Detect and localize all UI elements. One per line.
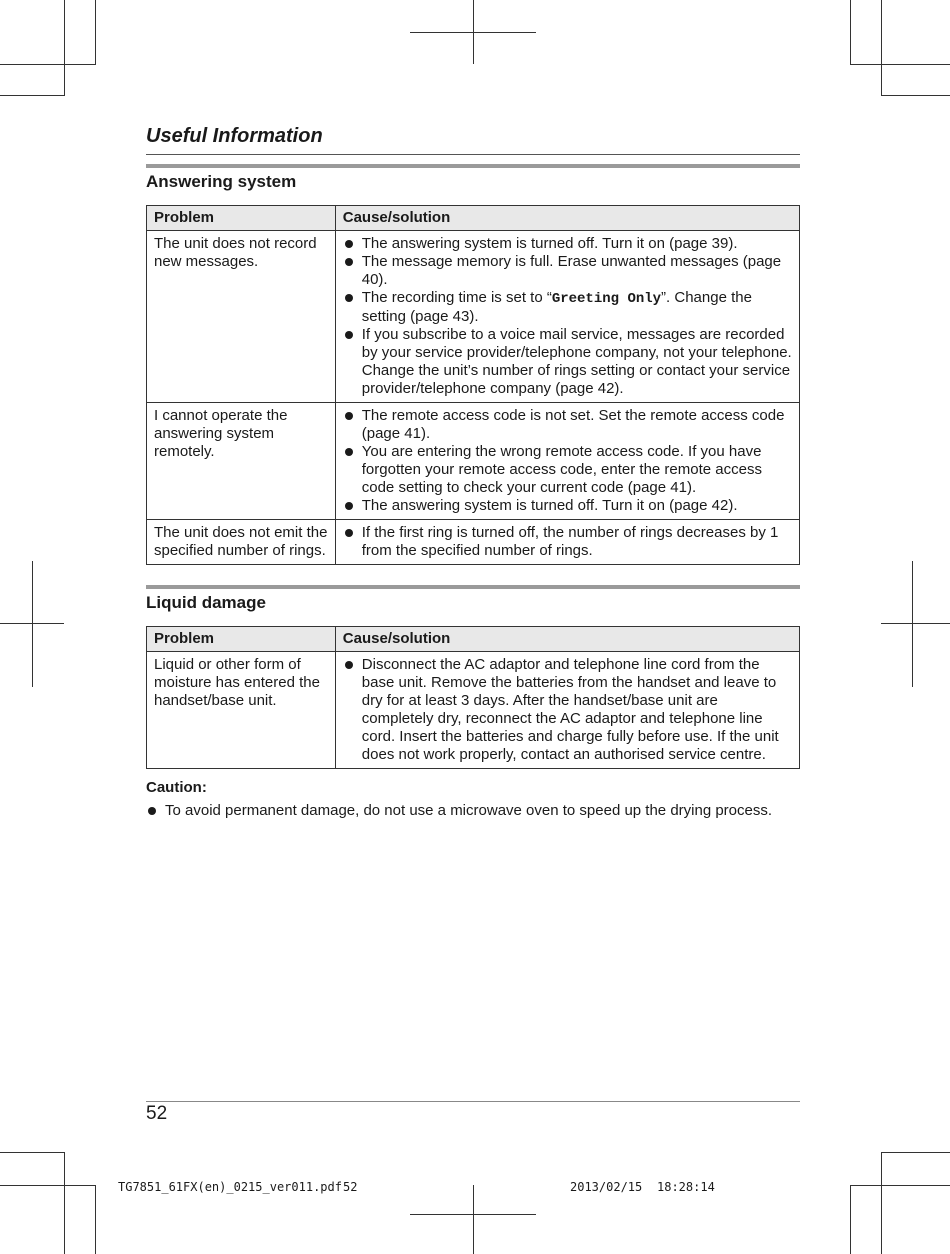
crop-mark (0, 1152, 64, 1153)
cause-list (343, 524, 792, 560)
list-item: You are entering the wrong remote access code. If you have forgotten your remote access code, enter the remote access code setting to check your current code (page 41). (343, 443, 792, 497)
list-item (343, 289, 792, 326)
crop-mark (95, 1185, 96, 1254)
column-header-problem: Problem (147, 627, 336, 652)
registration-mark (410, 32, 536, 33)
crop-mark (850, 64, 950, 65)
crop-mark (850, 1185, 950, 1186)
section-divider (146, 164, 800, 168)
crop-mark (64, 0, 65, 96)
column-header-cause: Cause/solution (335, 627, 799, 652)
crop-mark (881, 1152, 950, 1153)
caution-list (146, 802, 800, 820)
registration-mark (410, 1214, 536, 1215)
page-number: 52 (146, 1103, 168, 1124)
list-item: To avoid permanent damage, do not use a microwave oven to speed up the drying process. (146, 802, 800, 820)
footer-file-name: TG7851_61FX(en)_0215_ver011.pdf (118, 1180, 342, 1194)
table-row (147, 231, 800, 403)
registration-mark (881, 623, 950, 624)
registration-mark (473, 1185, 474, 1254)
answering-system-table (146, 205, 800, 565)
section-divider (146, 585, 800, 589)
cause-list (343, 656, 792, 764)
crop-mark (0, 95, 64, 96)
footer-date: 2013/02/15 (570, 1180, 643, 1194)
display-code: Greeting Only (551, 291, 662, 307)
section-title: Useful Information (146, 125, 323, 147)
crop-mark (881, 0, 882, 96)
list-item: The message memory is full. Erase unwanted messages (page 40). (343, 253, 792, 289)
crop-mark (850, 0, 851, 64)
problem-cell: The unit does not emit the specified number of rings. (147, 520, 336, 565)
table-row (147, 652, 800, 769)
column-header-problem: Problem (147, 206, 336, 231)
crop-mark (64, 1152, 65, 1254)
crop-mark (95, 0, 96, 64)
crop-mark (0, 64, 96, 65)
list-item: If you subscribe to a voice mail service, messages are recorded by your service provider/telephone company, not your telephone. Change the unit’s number of rings setting or contact your service provider/telephone company (page 42). (343, 326, 792, 398)
registration-mark (32, 561, 33, 687)
cause-cell (335, 231, 799, 403)
crop-mark (850, 1185, 851, 1254)
registration-mark (912, 561, 913, 687)
footer-time: 18:28:14 (657, 1180, 715, 1194)
footer-rule (146, 1101, 800, 1102)
crop-mark (881, 1152, 882, 1254)
cause-cell (335, 403, 799, 520)
list-item: The remote access code is not set. Set the remote access code (page 41). (343, 407, 792, 443)
liquid-damage-table (146, 626, 800, 769)
problem-cell: I cannot operate the answering system remotely. (147, 403, 336, 520)
problem-cell: The unit does not record new messages. (147, 231, 336, 403)
caution-title: Caution: (146, 779, 207, 796)
footer-file-page: 52 (343, 1180, 358, 1194)
crop-mark (0, 1185, 96, 1186)
cause-list (343, 407, 792, 515)
table-header-row (147, 206, 800, 231)
column-header-cause: Cause/solution (335, 206, 799, 231)
list-item: The answering system is turned off. Turn it on (page 39). (343, 235, 792, 253)
cause-list (343, 235, 792, 398)
answering-system-heading: Answering system (146, 172, 297, 191)
crop-mark (881, 95, 950, 96)
liquid-damage-heading: Liquid damage (146, 593, 266, 612)
table-row (147, 520, 800, 565)
table-header-row (147, 627, 800, 652)
list-item: If the first ring is turned off, the number of rings decreases by 1 from the specified number of rings. (343, 524, 792, 560)
list-item: The answering system is turned off. Turn it on (page 42). (343, 497, 792, 515)
registration-mark (0, 623, 64, 624)
cause-cell (335, 652, 799, 769)
cause-cell (335, 520, 799, 565)
header-rule (146, 154, 800, 155)
cause-text: The recording time is set to “ (361, 289, 552, 306)
cause-text: ”. Change the setting (page 43). (361, 289, 752, 325)
list-item: Disconnect the AC adaptor and telephone line cord from the base unit. Remove the batteries from the handset and leave to dry for at least 3 days. After the handset/base unit are completely dry, reconnect the AC adaptor and telephone line cord. Insert the batteries and charge fully before use. If the unit does not work properly, contact an authorised service centre. (343, 656, 792, 764)
table-row (147, 403, 800, 520)
problem-cell: Liquid or other form of moisture has entered the handset/base unit. (147, 652, 336, 769)
